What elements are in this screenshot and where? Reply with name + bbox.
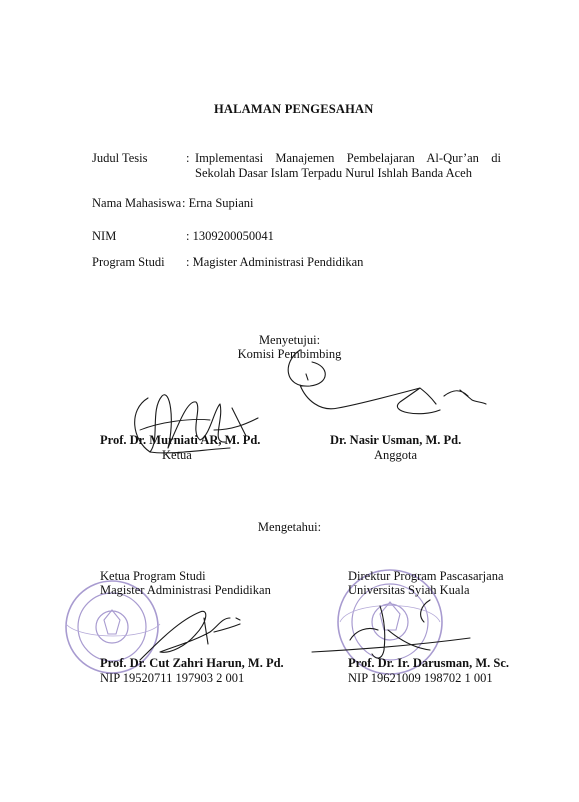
judul-line-1: Implementasi Manajemen Pembelajaran Al-Qur’an di [195, 151, 501, 165]
judul-line-2: Sekolah Dasar Islam Terpadu Nurul Ishlah Banda Aceh [195, 166, 472, 180]
right-title-1: Direktur Program Pascasarjana [348, 569, 504, 583]
acknowledgement-heading: Mengetahui: [257, 520, 322, 534]
judul-colon: : [186, 151, 190, 165]
anggota-name: Dr. Nasir Usman, M. Pd. [330, 433, 462, 447]
approval-committee: Komisi Pembimbing [237, 347, 342, 361]
anggota-role: Anggota [374, 448, 418, 462]
prodi-label: Program Studi [92, 255, 165, 269]
judul-label: Judul Tesis [92, 151, 148, 165]
nama-label: Nama Mahasiswa [92, 196, 182, 210]
right-name: Prof. Dr. Ir. Darusman, M. Sc. [348, 656, 509, 670]
ketua-role: Ketua [162, 448, 192, 462]
left-name: Prof. Dr. Cut Zahri Harun, M. Pd. [100, 656, 284, 670]
left-title-1: Ketua Program Studi [100, 569, 206, 583]
left-title-2: Magister Administrasi Pendidikan [100, 583, 271, 597]
ketua-name: Prof. Dr. Murniati AR, M. Pd. [100, 433, 261, 447]
right-nip: NIP 19621009 198702 1 001 [348, 671, 493, 685]
page-title: HALAMAN PENGESAHAN [214, 102, 374, 116]
nim-label: NIM [92, 229, 117, 243]
nama-value: : Erna Supiani [182, 196, 254, 210]
left-nip: NIP 19520711 197903 2 001 [100, 671, 245, 685]
prodi-value: : Magister Administrasi Pendidikan [186, 255, 364, 269]
nim-value: : 1309200050041 [186, 229, 274, 243]
right-title-2: Universitas Syiah Kuala [348, 583, 470, 597]
approval-heading: Menyetujui: [258, 333, 321, 347]
